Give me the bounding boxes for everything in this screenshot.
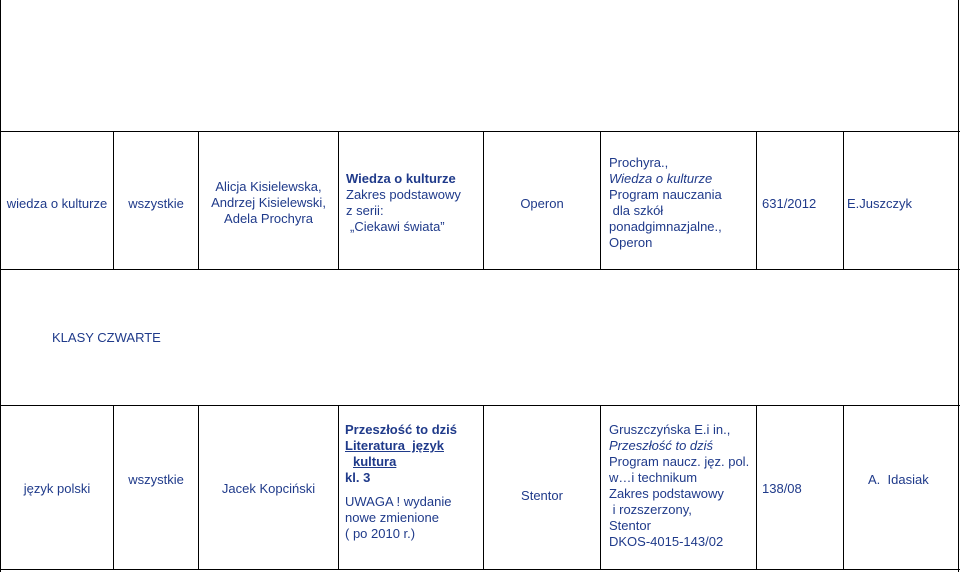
program-line: Program naucz. jęz. pol. <box>609 454 750 469</box>
program-line: Operon <box>609 235 653 250</box>
program-line: ponadgimnazjalne., <box>609 219 722 234</box>
book-subtitle: Literatura język <box>345 438 444 453</box>
author-line: Andrzej Kisielewski, <box>211 195 326 210</box>
table-border-heading <box>0 405 960 406</box>
row1-authors <box>199 179 338 227</box>
author-line: Alicja Kisielewska, <box>215 179 322 194</box>
row1-approval: 631/2012 <box>762 196 817 211</box>
col-sep <box>338 405 339 569</box>
col-sep <box>338 131 339 269</box>
program-line: Stentor <box>609 518 651 533</box>
col-sep <box>843 131 844 269</box>
row2-approval: 138/08 <box>762 481 802 496</box>
row1-program-cell <box>609 155 755 251</box>
program-line: i rozszerzony, <box>609 502 692 517</box>
program-line: Przeszłość to dziś <box>609 438 714 453</box>
row1-level: wszystkie <box>128 196 184 211</box>
series-label: z serii: <box>346 203 384 218</box>
program-line: DKOS-4015-143/02 <box>609 534 724 549</box>
row2-authors: Jacek Kopciński <box>221 481 316 496</box>
row2-level: wszystkie <box>128 472 184 487</box>
table-border-bottom <box>0 569 960 570</box>
col-sep <box>756 131 757 269</box>
edition-note: UWAGA ! wydanie <box>345 494 452 509</box>
program-line: Gruszczyńska E.i in., <box>609 422 731 437</box>
row1-subject: wiedza o kulturze <box>6 196 108 211</box>
author-line: Adela Prochyra <box>224 211 313 226</box>
edition-note: nowe zmienione <box>345 510 439 525</box>
row1-publisher: Operon <box>520 196 564 211</box>
book-subtitle: kultura <box>353 454 397 469</box>
program-line: dla szkół <box>609 203 664 218</box>
book-grade: kl. 3 <box>345 470 371 485</box>
series-name: „Ciekawi świata” <box>350 219 445 234</box>
col-sep <box>600 131 601 269</box>
row2-title-cell <box>345 422 482 542</box>
book-scope: Zakres podstawowy <box>346 187 461 202</box>
row1-title-cell <box>346 171 482 235</box>
edition-note: ( po 2010 r.) <box>345 526 416 541</box>
table-border-right <box>958 0 959 572</box>
row2-teacher: A. Idasiak <box>868 472 929 487</box>
col-sep <box>843 405 844 569</box>
program-line: Zakres podstawowy <box>609 486 724 501</box>
section-heading: KLASY CZWARTE <box>52 330 161 345</box>
book-title: Przeszłość to dziś <box>345 422 457 437</box>
program-line: Wiedza o kulturze <box>609 171 713 186</box>
table-border-row1 <box>0 269 960 270</box>
program-line: w…i technikum <box>609 470 698 485</box>
col-sep <box>483 405 484 569</box>
col-sep <box>600 405 601 569</box>
col-sep <box>756 405 757 569</box>
program-line: Prochyra., <box>609 155 669 170</box>
row2-subject: język polski <box>23 481 91 496</box>
row2-program-cell <box>609 422 755 550</box>
row1-teacher: E.Juszczyk <box>847 196 913 211</box>
row2-publisher: Stentor <box>521 488 563 503</box>
book-title: Wiedza o kulturze <box>346 171 456 186</box>
program-line: Program nauczania <box>609 187 722 202</box>
table-border-top <box>0 131 960 132</box>
